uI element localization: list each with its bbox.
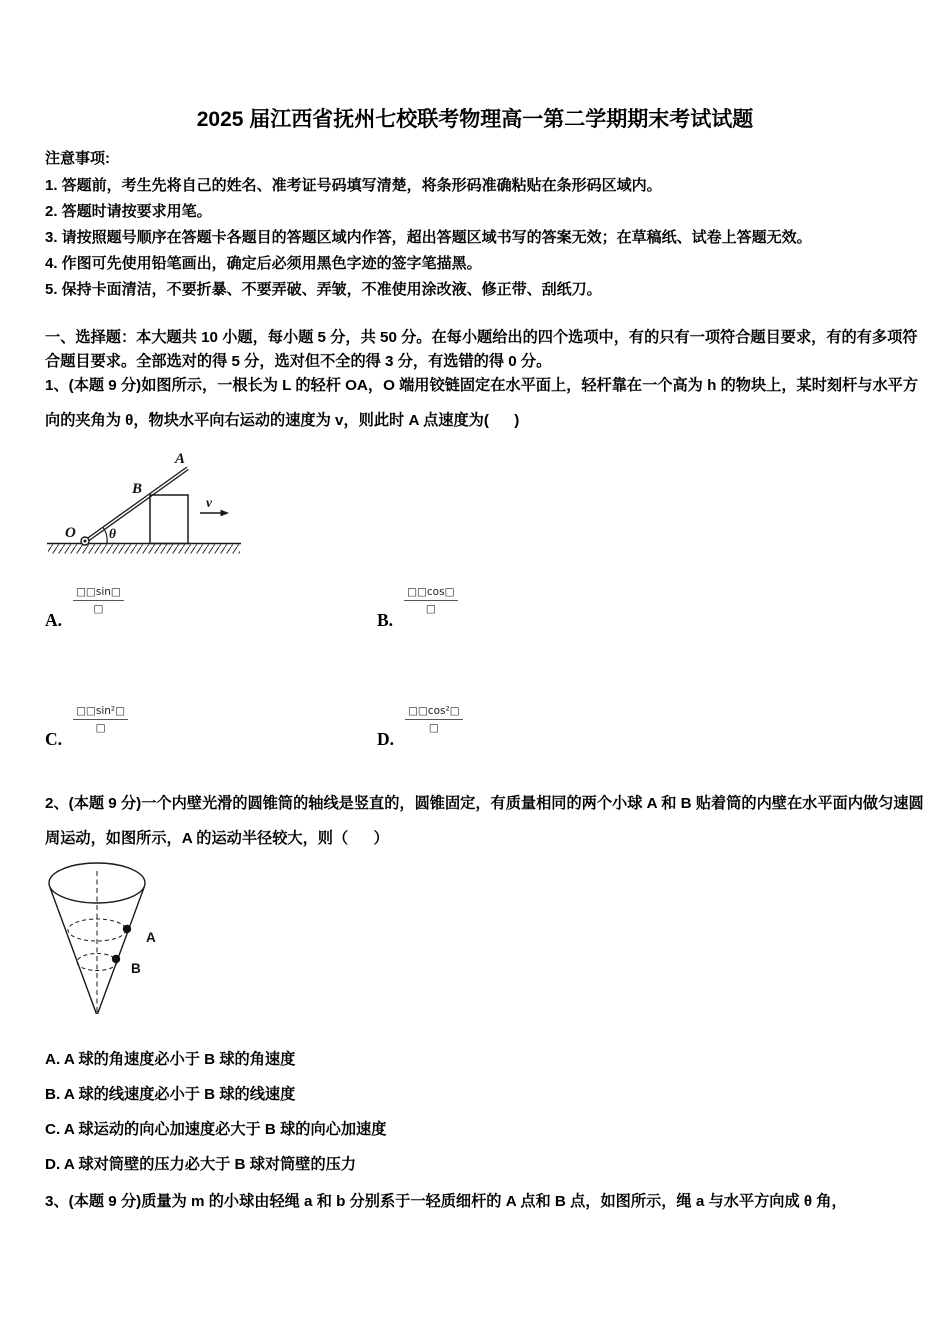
notes-list <box>45 173 929 303</box>
formula-denominator: □ <box>95 722 106 734</box>
velocity-arrow-head <box>221 510 230 517</box>
formula-numerator: □□cos²□ <box>405 705 463 720</box>
q1-option-c-label: C. <box>45 728 63 749</box>
question-1-text: 1、(本题 9 分)如图所示，一根长为 L 的轻杆 OA，O 端用铰链固定在水平面上，轻杆靠在一个高为 h 的物块上，某时刻杆与水平方向的夹角为 θ，物块水平向右运动的速度为 v，则此时 A 点速度为( ) <box>45 377 919 429</box>
question-2-options <box>45 1042 925 1182</box>
q2-option-b: B. A 球的线速度必小于 B 球的线速度 <box>45 1086 296 1103</box>
ground-hatching <box>48 545 240 554</box>
q2-option-d: D. A 球对筒壁的压力必大于 B 球对筒壁的压力 <box>45 1156 357 1173</box>
q2-option-a: A. A 球的角速度必小于 B 球的角速度 <box>45 1051 296 1068</box>
ball-a <box>123 925 131 933</box>
hinge-o-label: O <box>65 525 76 541</box>
ball-a-label: A <box>146 930 156 945</box>
contact-point-b-label: B <box>132 481 143 497</box>
note-item-3: 3. 请按照题号顺序在答题卡各题目的答题区域内作答，超出答题区域书写的答案无效；在草稿纸、试卷上答题无效。 <box>45 229 812 246</box>
q1-option-d-formula <box>405 705 463 735</box>
notes-heading: 注意事项: <box>45 150 110 167</box>
question-2-text: 2、(本题 9 分)一个内壁光滑的圆锥筒的轴线是竖直的，圆锥固定，有质量相同的两个小球 A 和 B 贴着筒的内壁在水平面内做匀速圆周运动，如图所示，A 的运动半径较大，则（ ） <box>45 795 924 847</box>
q1-option-b <box>377 584 458 629</box>
q1-option-a <box>45 584 124 629</box>
formula-numerator: □□sin□ <box>73 586 124 601</box>
q1-option-d-label: D. <box>377 728 395 749</box>
block <box>150 495 188 544</box>
question-2-figure <box>45 858 205 1023</box>
ball-b <box>112 955 120 963</box>
q1-option-b-label: B. <box>377 609 394 630</box>
section-1-heading: 一、选择题：本大题共 10 小题，每小题 5 分，共 50 分。在每小题给出的四个选项中，有的只有一项符合题目要求，有的有多项符合题目要求。全部选对的得 5 分，选对但不全的得 3 分，有选错的得 0 分。 <box>45 329 918 370</box>
q1-option-d <box>377 703 463 748</box>
question-1-figure <box>45 448 245 563</box>
cone-right-side <box>98 887 145 1014</box>
hinge-pin <box>84 540 87 543</box>
q1-option-c <box>45 703 128 748</box>
rod-end-a-label: A <box>175 451 186 467</box>
rod-upper-edge <box>85 467 187 540</box>
q1-option-c-formula <box>73 705 128 735</box>
formula-numerator: □□sin²□ <box>73 705 128 720</box>
question-3-text: 3、(本题 9 分)质量为 m 的小球由轻绳 a 和 b 分别系于一轻质细杆的 A 点和 B 点，如图所示，绳 a 与水平方向成 θ 角， <box>45 1193 847 1210</box>
note-item-2: 2. 答题时请按要求用笔。 <box>45 203 212 220</box>
cone-left-side <box>50 887 97 1014</box>
angle-theta-label: θ <box>109 526 117 541</box>
formula-numerator: □□cos□ <box>404 586 457 601</box>
q2-option-c: C. A 球运动的向心加速度必大于 B 球的向心加速度 <box>45 1121 387 1138</box>
note-item-1: 1. 答题前，考生先将自己的姓名、准考证号码填写清楚，将条形码准确粘贴在条形码区域内。 <box>45 177 662 194</box>
formula-denominator: □ <box>425 603 436 615</box>
formula-denominator: □ <box>93 603 104 615</box>
q1-option-a-label: A. <box>45 609 63 630</box>
note-item-5: 5. 保持卡面清洁，不要折暴、不要弄破、弄皱，不准使用涂改液、修正带、刮纸刀。 <box>45 281 602 298</box>
q1-option-a-formula <box>73 586 124 616</box>
ball-b-label: B <box>131 961 141 976</box>
velocity-v-label: v <box>206 495 212 510</box>
note-item-4: 4. 作图可先使用铅笔画出，确定后必须用黑色字迹的签字笔描黑。 <box>45 255 482 272</box>
q1-option-b-formula <box>404 586 457 616</box>
exam-title: 2025 届江西省抚州七校联考物理高一第二学期期末考试试题 <box>196 108 754 131</box>
formula-denominator: □ <box>428 722 439 734</box>
